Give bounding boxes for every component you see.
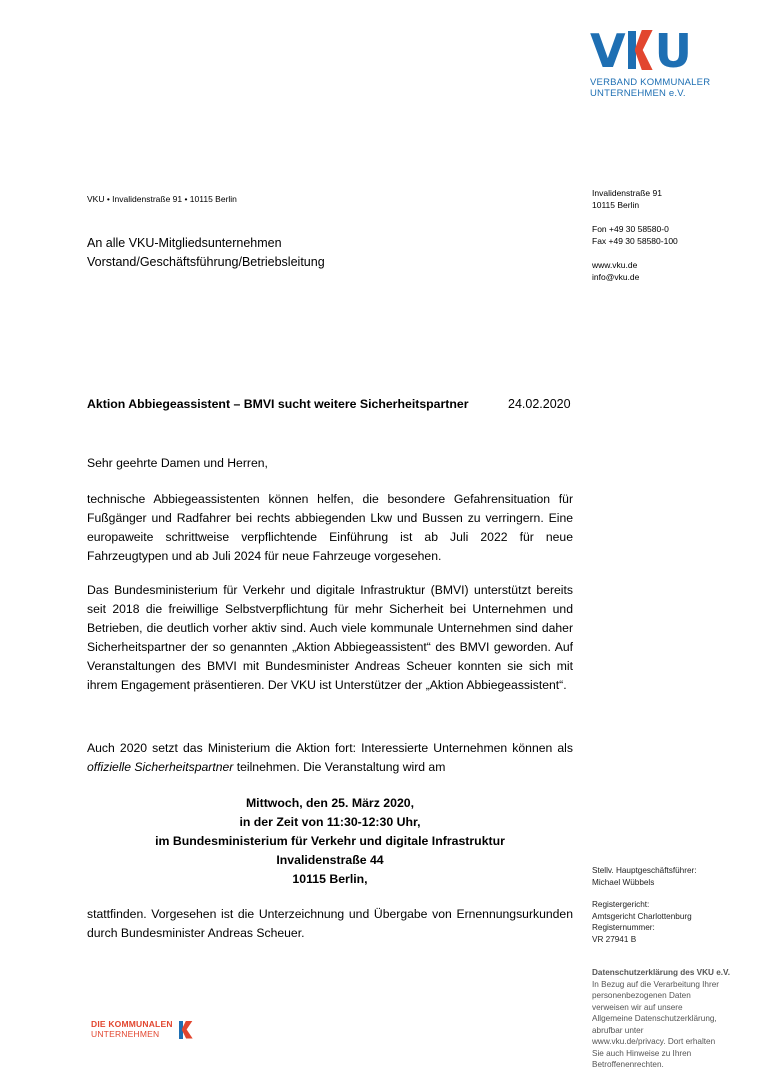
sender-line: VKU • Invalidenstraße 91 • 10115 Berlin [87,194,237,204]
court-name: Amtsgericht Charlottenburg [592,911,692,921]
contact-city: 10115 Berlin [592,200,640,210]
sidebar-legal [592,865,697,945]
logo-subtitle-line1: VERBAND KOMMUNALER [590,77,711,88]
logo-subtitle-line2: UNTERNEHMEN e.V. [590,88,686,99]
paragraph-3 [87,739,573,777]
contact-web[interactable]: www.vku.de [592,260,638,270]
footer-logo-text [91,1020,173,1039]
event-date: Mittwoch, den 25. März 2020, [245,796,415,810]
salutation: Sehr geehrte Damen und Herren, [87,456,268,470]
footer-logo-k-icon [179,1021,193,1039]
paragraph-4 [87,905,573,943]
vku-logo-letters [590,24,760,78]
paragraph-2 [87,581,573,695]
event-venue: im Bundesministerium für Verkehr und digitale Infrastruktur [155,834,505,848]
paragraph-3-italic: offizielle Sicherheitspartner [87,760,234,774]
letter-subject: Aktion Abbiegeassistent – BMVI sucht weitere Sicherheitspartner [87,397,469,411]
footer-logo-line1: DIE KOMMUNALEN [91,1019,173,1029]
privacy-line-6[interactable]: www.vku.de/privacy. Dort erhalten [592,1037,716,1046]
paragraph-2-text: Das Bundesministerium für Verkehr und digitale Infrastruktur (BMVI) unterstützt bereits seit 2018 die freiwillige Selbstverpflichtung für mehr Sicherheit bei Unternehmen und Betrieben, die deutlich vorher aktiv sind. Auch viele kommunale Unternehmen sind daher Sicherheitspartner der so genannten „Aktion Abbiegeassistent“ des BMVI geworden. Auf Veranstaltungen des BMVI mit Bundesminister Andreas Scheuer konnten sie sich mit ihrem Engagement präsentieren. Der VKU ist Unterstützer der „Aktion Abbiegeassistent“. [87,583,573,692]
privacy-line-4: Allgemeine Datenschutzerklärung, [592,1014,717,1023]
privacy-title: Datenschutzerklärung des VKU e.V. [592,968,731,977]
paragraph-1 [87,490,573,566]
contact-block [592,187,678,283]
court-label: Registergericht: [592,900,650,909]
footer-logo-line2: UNTERNEHMEN [91,1028,160,1039]
privacy-line-3: verweisen wir auf unsere [592,1002,683,1012]
footer-logo [91,1020,193,1039]
privacy-line-1: In Bezug auf die Verarbeitung Ihrer [592,979,719,989]
paragraph-3-part1: Auch 2020 setzt das Ministerium die Aktion fort: Interessierte Unternehmen können als [87,741,573,755]
paragraph-3-part2: teilnehmen. Die Veranstaltung wird am [233,760,446,774]
privacy-note [592,967,762,1071]
logo-letter-v: V [590,24,625,78]
deputy-label: Stellv. Hauptgeschäftsführer: [592,866,697,875]
contact-email[interactable]: info@vku.de [592,272,640,282]
deputy-name: Michael Wübbels [592,877,655,887]
vku-logo [590,24,760,99]
regnr-label: Registernummer: [592,923,655,932]
letter-date: 24.02.2020 [508,397,571,411]
privacy-line-7: Sie auch Hinweise zu Ihren [592,1048,692,1058]
logo-subtitle [590,77,760,99]
recipient-line1: An alle VKU-Mitgliedsunternehmen [87,236,282,250]
contact-fon: Fon +49 30 58580-0 [592,224,669,234]
logo-letter-k-icon [626,30,654,70]
recipient-line2: Vorstand/Geschäftsführung/Betriebsleitung [87,255,325,269]
event-street: Invalidenstraße 44 [276,853,384,867]
event-details [87,794,573,889]
contact-fax: Fax +49 30 58580-100 [592,236,678,246]
privacy-line-5: abrufbar unter [592,1025,644,1035]
privacy-line-2: personenbezogenen Daten [592,991,691,1000]
logo-letter-u: U [654,24,691,78]
regnr-value: VR 27941 B [592,934,637,944]
contact-street: Invalidenstraße 91 [592,188,662,198]
event-city: 10115 Berlin, [292,872,368,886]
event-time: in der Zeit von 11:30-12:30 Uhr, [239,815,421,829]
paragraph-3-text [87,739,573,777]
paragraph-4-text: stattfinden. Vorgesehen ist die Unterzeichnung und Übergabe von Ernennungsurkunden durch Bundesminister Andreas Scheuer. [87,907,573,940]
paragraph-1-text: technische Abbiegeassistenten können helfen, die besondere Gefahrensituation für Fußgänger und Radfahrer bei rechts abbiegenden Lkw und Bussen zu verringern. Eine europaweite schrittweise verpflichtende Einführung ist ab Juli 2022 für neue Fahrzeugtypen und ab Juli 2024 für neue Fahrzeuge vorgesehen. [87,492,573,563]
privacy-line-8: Betroffenenrechten. [592,1060,664,1069]
recipient-block [87,234,325,272]
